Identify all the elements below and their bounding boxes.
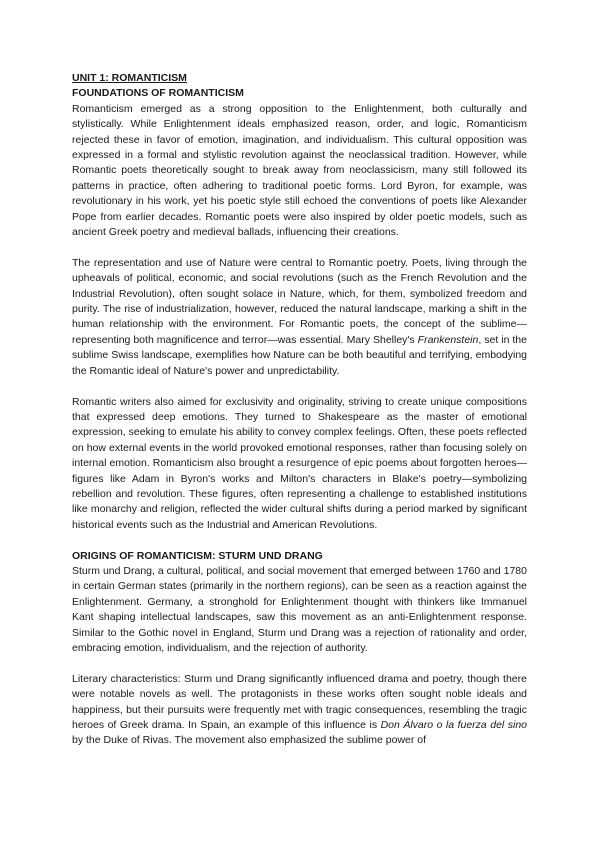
don-alvaro-title: Don Álvaro o la fuerza del sino	[380, 719, 528, 731]
paragraph-gap	[72, 656, 527, 671]
paragraph-gap	[72, 379, 527, 394]
paragraph-4: Sturm und Drang, a cultural, political, and social movement that emerged between 1760 and 1780 in certain German states (primarily in the northern regions), can be seen as a reaction against the Enlightenment. Germany, a stronghold for Enlightenment thought with thinkers like Immanuel Kant shaping intellectual landscapes, saw this movement as an anti-Enlightenment response. Similar to the Gothic novel in England, Sturm und Drang was a rejection of rationality and order, embracing emotion, individualism, and the rejection of authority.	[72, 564, 527, 654]
paragraph-2	[72, 256, 527, 379]
paragraph-5	[72, 672, 527, 749]
frankenstein-title: Frankenstein	[417, 333, 479, 346]
document-page	[72, 71, 527, 749]
paragraph-2-text-b: , set in the sublime Swiss landscape, exemplifies how Nature can be both beautiful and terrifying, embodying the Romantic ideal of Nature's power and unpredictability.	[72, 333, 527, 377]
paragraph-2-text-a: The representation and use of Nature were central to Romantic poetry. Poets, living through the upheavals of political, economic, and social revolutions (such as the French Revolution and the Industrial Revolution), often sought solace in Nature, which, for them, symbolized freedom and purity. The rise of industrialization, however, reduced the natural landscape, marking a shift in the human relationship with the environment. For Romantic poets, the concept of the sublime—representing both magnificence and terror—was essential. Mary Shelley's	[72, 256, 527, 346]
unit-title: UNIT 1: ROMANTICISM	[72, 72, 187, 84]
paragraph-gap	[72, 240, 527, 255]
paragraph-1: Romanticism emerged as a strong opposition to the Enlightenment, both culturally and stylistically. While Enlightenment ideals emphasized reason, order, and logic, Romanticism rejected these in favor of emotion, imagination, and individualism. This cultural opposition was expressed in a formal and stylistic revolution against the neoclassical tradition. However, while Romantic poets theoretically sought to break away from neoclassicism, many still followed its patterns in practice, often adhering to traditional poetic forms. Lord Byron, for example, was revolutionary in his work, yet his poetic style still echoed the conventions of poets like Alexander Pope from earlier decades. Romantic poets were also inspired by older poetic models, such as ancient Greek poetry and medieval ballads, influencing their creations.	[72, 102, 527, 239]
paragraph-5-text-b: by the Duke of Rivas. The movement also emphasized the sublime power of	[72, 734, 427, 747]
paragraph-5-text-a: Literary characteristics: Sturm und Drang significantly influenced drama and poetry, though there were notable novels as well. The protagonists in these works often sought noble ideals and happiness, but their pursuits were frequently met with tragic consequences, resembling the tragic heroes of Greek drama. In Spain, an example of this influence is	[72, 672, 527, 731]
section-heading-sturm-und-drang: ORIGINS OF ROMANTICISM: STURM UND DRANG	[72, 549, 323, 562]
section-heading-foundations: FOUNDATIONS OF ROMANTICISM	[72, 87, 244, 100]
paragraph-gap	[72, 533, 527, 548]
paragraph-3: Romantic writers also aimed for exclusivity and originality, striving to create unique compositions that expressed deep emotions. They turned to Shakespeare as the master of emotional expression, seeking to emulate his ability to convey complex feelings. Often, these poets reflected on how external events in the world provoked emotional responses, rather than focusing solely on internal emotion. Romanticism also brought a resurgence of epic poems about forgotten heroes—figures like Adam in Byron's works and Milton's characters in Blake's poetry—symbolizing rebellion and revolution. These figures, often representing a challenge to established institutions like monarchy and religion, reflected the wider cultural shifts during a period marked by significant historical events such as the Industrial and American Revolutions.	[72, 395, 527, 531]
